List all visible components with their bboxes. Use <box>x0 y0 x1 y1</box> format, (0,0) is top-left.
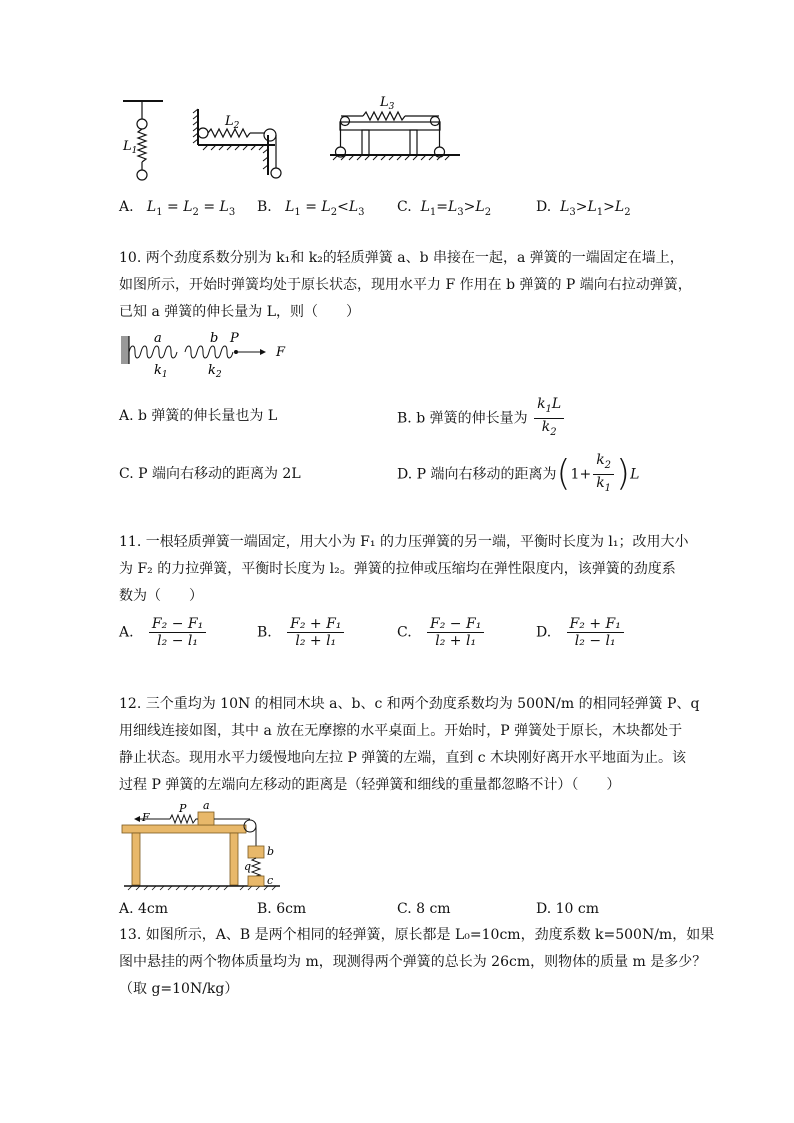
q12-option-b[interactable]: B. 6cm <box>257 901 307 917</box>
q12-option-c[interactable]: C. 8 cm <box>397 901 451 917</box>
q11-stem-line2: 为 F₂ 的力拉弹簧，平衡时长度为 l₂。弹簧的拉伸或压缩均在弹性限度内，该弹簧的劲度系 <box>119 561 676 577</box>
q9-figure <box>115 95 475 190</box>
fig9-L1: $L_1$ <box>123 139 138 156</box>
svg-text:b: b <box>267 845 275 858</box>
q11-option-b[interactable]: B. $\frac{\text{F₂ + F₁}}{\text{l₂ + l₁}}$ <box>257 616 346 649</box>
q12-stem-line4: 过程 P 弹簧的左端向左移动的距离是（轻弹簧和细线的重量都忽略不计）（ ） <box>119 777 621 793</box>
svg-text:a: a <box>203 800 210 812</box>
q9-option-d[interactable]: D. $L_3>L_1>L_2$ <box>536 199 631 218</box>
fig9-L3: $L_3$ <box>380 95 395 112</box>
svg-text:q: q <box>244 860 252 873</box>
svg-text:F: F <box>142 811 150 824</box>
q9-option-b[interactable]: B. $L_1 = L_2<L_3$ <box>257 199 365 218</box>
q12-stem-line1: 12. 三个重均为 10N 的相同木块 a、b、c 和两个劲度系数均为 500N/m 的相同轻弹簧 P、q <box>119 696 700 712</box>
svg-text:k1: $k_1$ <box>154 363 168 380</box>
q10-figure <box>118 330 298 380</box>
q10-option-b[interactable]: B. b 弹簧的伸长量为 $\frac{k_1L}{k_2}$ <box>397 396 566 441</box>
q10-option-d[interactable]: D. P 端向右移动的距离为(1+ $\frac{k_2}{k_1}$ )L <box>397 452 640 495</box>
q11-stem-line3: 数为（ ） <box>119 588 203 604</box>
q10-stem-line1: 10. 两个劲度系数分别为 k₁和 k₂的轻质弹簧 a、b 串接在一起，a 弹簧的一端固定在墙上， <box>119 250 684 266</box>
q12-stem-line2: 用细线连接如图，其中 a 放在无摩擦的水平桌面上。开始时，P 弹簧处于原长，木块都处于 <box>119 723 683 739</box>
q13-stem-line1: 13. 如图所示，A、B 是两个相同的轻弹簧，原长都是 L₀=10cm，劲度系数 k=500N/m，如果 <box>119 927 715 943</box>
svg-text:P: P <box>230 331 239 346</box>
q10-stem-line2: 如图所示，开始时弹簧均处于原长状态，现用水平力 F 作用在 b 弹簧的 P 端向右拉动弹簧， <box>119 277 692 293</box>
q11-option-d[interactable]: D. $\frac{\text{F₂ + F₁}}{\text{l₂ − l₁}}$ <box>536 616 626 649</box>
q12-figure <box>118 800 288 895</box>
q10-option-a[interactable]: A. b 弹簧的伸长量也为 L <box>119 408 278 424</box>
q11-option-a[interactable]: A. $\frac{\text{F₂ − F₁}}{\text{l₂ − l₁}}$ <box>119 616 208 649</box>
q12-stem-line3: 静止状态。现用水平力缓慢地向左拉 P 弹簧的左端，直到 c 木块刚好离开水平地面为止。该 <box>119 750 687 766</box>
q10-option-c[interactable]: C. P 端向右移动的距离为 2L <box>119 466 301 482</box>
q12-option-a[interactable]: A. 4cm <box>119 901 169 917</box>
q13-stem-line2: 图中悬挂的两个物体质量均为 m，现测得两个弹簧的总长为 26cm，则物体的质量 m 是多少？ <box>119 954 707 970</box>
svg-text:a: a <box>154 331 162 346</box>
q11-stem-line1: 11. 一根轻质弹簧一端固定，用大小为 F₁ 的力压弹簧的另一端，平衡时长度为 l₁；改用大小 <box>119 534 689 550</box>
q13-stem-line3: （取 g=10N/kg） <box>119 981 239 997</box>
fig9-L2: $L_2$ <box>225 114 240 131</box>
q12-option-d[interactable]: D. 10 cm <box>536 901 600 917</box>
svg-text:k2: $k_2$ <box>208 363 222 380</box>
q10-stem-line3: 已知 a 弹簧的伸长量为 L，则（ ） <box>119 304 360 320</box>
q9-option-c[interactable]: C. $L_1=L_3>L_2$ <box>397 199 492 218</box>
svg-text:F: F <box>276 345 286 360</box>
q11-option-c[interactable]: C. $\frac{\text{F₂ − F₁}}{\text{l₂ + l₁}}$ <box>397 616 486 649</box>
svg-text:P: P <box>179 802 187 815</box>
svg-text:b: b <box>210 331 219 346</box>
svg-text:c: c <box>267 874 274 887</box>
q9-option-a[interactable]: A. $L_1 = L_2 = L_3$ <box>119 199 236 218</box>
